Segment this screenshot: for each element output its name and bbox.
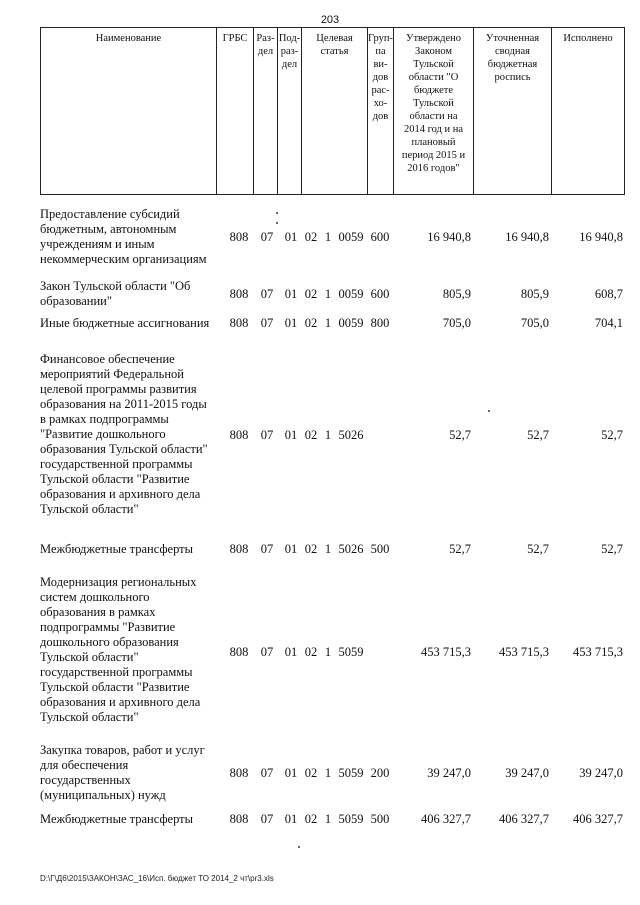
scan-speck <box>276 222 278 224</box>
row-isp: 52,7 <box>601 542 623 556</box>
row-cs1: 02 <box>304 812 318 826</box>
table-row <box>40 316 623 334</box>
table-row <box>40 207 623 267</box>
table-row <box>40 575 623 727</box>
row-podrazdel: 01 <box>284 230 298 244</box>
row-cs1: 02 <box>304 316 318 330</box>
row-utv: 16 940,8 <box>427 230 471 244</box>
row-razdel: 07 <box>260 766 274 780</box>
table-row <box>40 542 623 560</box>
row-cs3: 5059 <box>338 812 364 826</box>
row-utoch: 406 327,7 <box>499 812 549 826</box>
row-razdel: 07 <box>260 428 274 442</box>
row-isp: 406 327,7 <box>573 812 623 826</box>
row-name: Финансовое обеспечение мероприятий Федеральной целевой программы развития образования на 2011-2015 годы в рамках подпрограммы "Развитие дошкольного образования Тульской области" государственной программы Тульской области "Развитие образования и архивного дела Тульской области" <box>40 352 208 516</box>
row-name: Модернизация региональных систем дошкольного образования в рамках подпрограммы "Развитие дошкольного образования Тульской области" государственной программы Тульской области "Развитие образования и архивного дела Тульской области" <box>40 575 201 724</box>
header-grbs: ГРБС <box>222 33 248 44</box>
row-grbs: 808 <box>229 316 249 330</box>
row-name: Закупка товаров, работ и услуг для обеспечения государственных (муниципальных) нужд <box>40 743 205 802</box>
row-vr: 200 <box>370 766 390 780</box>
row-isp: 16 940,8 <box>579 230 623 244</box>
row-cs1: 02 <box>304 428 318 442</box>
header-celevaya: Целевая статья <box>316 33 353 57</box>
header-name: Наименование <box>95 33 162 44</box>
row-cs2: 1 <box>324 316 332 330</box>
row-razdel: 07 <box>260 542 274 556</box>
row-razdel: 07 <box>260 645 274 659</box>
row-grbs: 808 <box>229 287 249 301</box>
row-razdel: 07 <box>260 287 274 301</box>
row-cs1: 02 <box>304 766 318 780</box>
table-row <box>40 352 623 520</box>
row-utoch: 805,9 <box>520 287 549 301</box>
row-podrazdel: 01 <box>284 287 298 301</box>
row-cs1: 02 <box>304 287 318 301</box>
row-isp: 608,7 <box>594 287 623 301</box>
row-razdel: 07 <box>260 230 274 244</box>
row-grbs: 808 <box>229 812 249 826</box>
row-vr: 800 <box>370 316 390 330</box>
row-podrazdel: 01 <box>284 542 298 556</box>
table-header <box>40 27 625 195</box>
row-vr: 600 <box>370 287 390 301</box>
header-razdel: Раз- дел <box>256 33 275 57</box>
row-isp: 704,1 <box>594 316 623 330</box>
row-name: Межбюджетные трансферты <box>40 812 194 826</box>
header-utochnennaya: Уточненная сводная бюджетная роспись <box>485 33 540 83</box>
row-utv: 406 327,7 <box>421 812 471 826</box>
scan-speck <box>276 212 278 214</box>
row-cs1: 02 <box>304 542 318 556</box>
row-cs2: 1 <box>324 287 332 301</box>
row-cs1: 02 <box>304 230 318 244</box>
header-grbs-col <box>217 28 254 194</box>
row-grbs: 808 <box>229 645 249 659</box>
header-ispolneno-col <box>552 28 624 194</box>
row-grbs: 808 <box>229 542 249 556</box>
row-cs1: 02 <box>304 645 318 659</box>
row-cs3: 0059 <box>338 230 364 244</box>
row-name: Межбюджетные трансферты <box>40 542 194 556</box>
header-gruppa: Груп- па ви- дов рас- хо- дов <box>368 33 393 122</box>
header-name-col <box>41 28 217 194</box>
row-name: Закон Тульской области "Об образовании" <box>40 279 191 308</box>
row-cs2: 1 <box>324 230 332 244</box>
row-utv: 453 715,3 <box>421 645 471 659</box>
header-utverzhdeno-col <box>394 28 474 194</box>
row-razdel: 07 <box>260 316 274 330</box>
row-cs3: 5026 <box>338 542 364 556</box>
row-cs2: 1 <box>324 812 332 826</box>
row-utoch: 52,7 <box>527 428 549 442</box>
row-utoch: 705,0 <box>520 316 549 330</box>
scan-speck <box>488 410 490 412</box>
row-isp: 39 247,0 <box>579 766 623 780</box>
row-cs2: 1 <box>324 542 332 556</box>
row-utv: 805,9 <box>442 287 471 301</box>
table-row <box>40 812 623 830</box>
row-utv: 705,0 <box>442 316 471 330</box>
row-podrazdel: 01 <box>284 428 298 442</box>
header-razdel-col <box>254 28 278 194</box>
header-ispolneno: Исполнено <box>563 33 613 44</box>
row-grbs: 808 <box>229 428 249 442</box>
header-gruppa-col <box>368 28 394 194</box>
row-podrazdel: 01 <box>284 645 298 659</box>
file-path-footer: D:\Г\Д6\2015\ЗАКОН\ЗАС_16\Исп. бюджет ТО 2014_2 чт\pr3.xls <box>40 874 274 883</box>
row-utv: 52,7 <box>449 428 471 442</box>
table-row <box>40 743 623 805</box>
table-row <box>40 279 623 311</box>
row-cs3: 0059 <box>338 316 364 330</box>
page-number: 203 <box>320 14 340 26</box>
header-utverzhdeno: Утверждено Законом Тульской области "О бюджете Тульской области на 2014 год и на плановый период 2015 и 2016 годов" <box>401 33 466 174</box>
row-utoch: 16 940,8 <box>505 230 549 244</box>
row-vr: 500 <box>370 542 390 556</box>
row-grbs: 808 <box>229 766 249 780</box>
row-razdel: 07 <box>260 812 274 826</box>
row-utoch: 52,7 <box>527 542 549 556</box>
row-cs2: 1 <box>324 766 332 780</box>
row-podrazdel: 01 <box>284 766 298 780</box>
row-name: Предоставление субсидий бюджетным, автономным учреждениям и иным некоммерческим организациям <box>40 207 207 266</box>
row-utoch: 39 247,0 <box>505 766 549 780</box>
row-cs3: 5059 <box>338 645 364 659</box>
row-vr: 600 <box>370 230 390 244</box>
row-vr: 500 <box>370 812 390 826</box>
row-podrazdel: 01 <box>284 812 298 826</box>
row-cs3: 5059 <box>338 766 364 780</box>
header-utochnennaya-col <box>474 28 552 194</box>
row-utoch: 453 715,3 <box>499 645 549 659</box>
header-podrazdel-col <box>278 28 302 194</box>
row-name: Иные бюджетные ассигнования <box>40 316 210 330</box>
row-cs2: 1 <box>324 428 332 442</box>
row-cs3: 5026 <box>338 428 364 442</box>
row-cs2: 1 <box>324 645 332 659</box>
row-podrazdel: 01 <box>284 316 298 330</box>
scan-speck <box>298 846 300 848</box>
row-isp: 453 715,3 <box>573 645 623 659</box>
row-isp: 52,7 <box>601 428 623 442</box>
row-grbs: 808 <box>229 230 249 244</box>
row-cs3: 0059 <box>338 287 364 301</box>
row-utv: 52,7 <box>449 542 471 556</box>
row-utv: 39 247,0 <box>427 766 471 780</box>
header-podrazdel: Под- раз- дел <box>278 33 301 70</box>
header-celevaya-col <box>302 28 368 194</box>
